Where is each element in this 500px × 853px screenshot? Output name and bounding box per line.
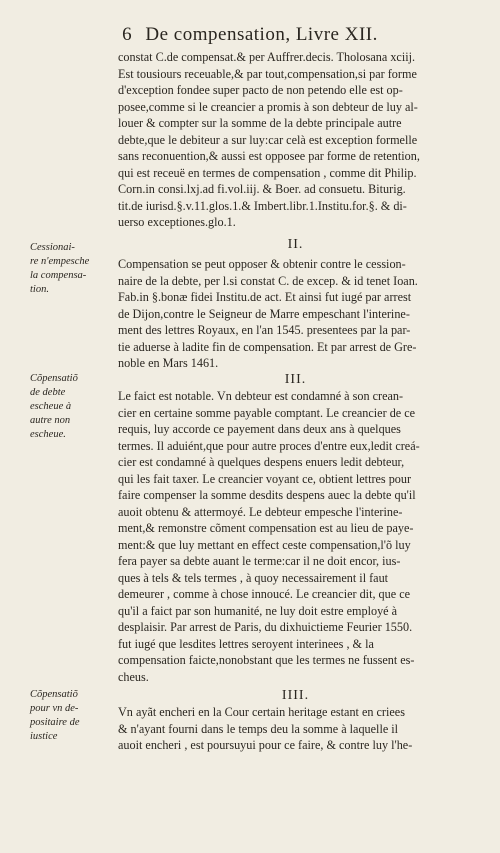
text-line: Fab.in §.bonæ fidei Institu.de act. Et ainsi fut iugé par arrest [118, 290, 412, 304]
text-line: cheus. [118, 669, 149, 684]
text-line: fera payer sa debte auant le terme:car il ne doit encor, ius- [118, 554, 401, 568]
margin-note-4 [30, 688, 116, 744]
text-line: ment,& remonstre cõment compensation est au lieu de paye- [118, 521, 414, 535]
section-2-body [118, 256, 473, 372]
text-line: & n'ayant fourni dans le temps deu la somme à laquelle il [118, 721, 399, 736]
section-heading-3: III. [284, 372, 307, 387]
text-line: cier est condamné à quelques despens enuers ledit debteur, [118, 455, 405, 469]
text-line: Compensation se peut opposer & obtenir contre le cession- [118, 257, 406, 271]
page-header [0, 24, 500, 46]
page-number: 6 [122, 24, 133, 45]
margin-line: positaire de [30, 717, 80, 728]
text-line: auoit encheri , est poursuyui pour ce faire, & contre luy l'he- [118, 738, 413, 752]
text-line: louer & compter sur la somme de la debte principale autre [118, 116, 402, 130]
text-line: compensation faicte,nonobstant que les termes ne fussent es- [118, 653, 415, 667]
text-line: ment:& que luy mettant en effect ceste compensation,l'õ luy [118, 537, 411, 552]
text-line: d'exception fondee super pacto de non petendo elle est op- [118, 83, 403, 97]
text-line: qui les fait taxer. Le creancier voyant ce, obtient lettres pour [118, 471, 412, 486]
margin-line: re n'empesche [30, 256, 90, 267]
text-line: fut iugé que lesdites lettres seroyent interinees , & la [118, 636, 374, 651]
text-line: constat C.de compensat.& per Auffrer.decis. Tholosana xciij. [118, 50, 416, 64]
running-title: De compensation, Livre XII. [145, 24, 378, 45]
text-line: faire compenser la somme desdits despens auec la debte qu'il [118, 488, 416, 502]
text-line: Corn.in consi.lxj.ad fi.vol.iij. & Boer. ad consuetu. Biturig. [118, 182, 406, 196]
text-line: desplaisir. Par arrest de Paris, du dixhuictieme Feurier 1550. [118, 620, 413, 634]
margin-line: Cõpensatiõ [30, 689, 78, 700]
text-line: qu'il a faict par son humanité, ne luy doit estre employé à [118, 603, 398, 618]
text-line: Le faict est notable. Vn debteur est condamné à son crean- [118, 389, 404, 403]
text-line: uerso exceptiones.glo.1. [118, 215, 236, 229]
text-line: termes. Il aduiént,que pour autre proces d'entre eux,ledit creá- [118, 438, 420, 453]
margin-line: la compensa- [30, 270, 87, 281]
margin-line: tion. [30, 284, 49, 295]
text-line: debte,que le debiteur a sur luy:car celà est exception formelle [118, 132, 418, 147]
margin-line: escheue. [30, 429, 66, 440]
text-line: sans reconuention,& aussi est opposee par forme de retention, [118, 149, 420, 163]
margin-line: iustice [30, 731, 58, 742]
section-3-body [118, 388, 473, 685]
section-heading-4: IIII. [281, 688, 310, 703]
margin-note-3 [30, 372, 116, 442]
margin-line: Cõpensatiõ [30, 373, 78, 384]
margin-note-2 [30, 241, 116, 297]
text-line: tie aduerse à ladite fin de compensation. Et par arrest de Gre- [118, 339, 417, 354]
text-line: demeurer , comme à chose innoucé. Le creancier dit, que ce [118, 587, 411, 601]
margin-line: autre non [30, 415, 71, 426]
paragraph-continuation [118, 49, 473, 231]
text-line: cier en certaine somme payable comptant. Le creancier de ce [118, 405, 416, 420]
text-line: de Dijon,contre le Seigneur de Marre empeschant l'interine- [118, 306, 410, 321]
margin-line: pour vn de- [30, 703, 79, 714]
text-line: ment des lettres Royaux, en l'an 1545. presentees par la par- [118, 323, 411, 337]
text-line: posee,comme si le creancier a promis à son debteur de luy al- [118, 99, 418, 114]
margin-line: de debte [30, 387, 66, 398]
text-line: requis, luy accorde ce payement dans deux ans à quelques [118, 422, 401, 436]
text-line: noble en Mars 1461. [118, 356, 219, 370]
text-line: ques à tels & tels termes , à quoy necessairement il faut [118, 570, 389, 585]
text-line: tit.de iurisd.§.v.11.glos.1.& Imbert.libr.1.Institu.for.§. & di- [118, 198, 407, 213]
text-line: auoit obtenu & attermoyé. Le debteur empesche l'interine- [118, 504, 403, 519]
section-4-body [118, 704, 473, 754]
margin-line: Cessionai- [30, 242, 75, 253]
text-line: Vn ayãt encheri en la Cour certain heritage estant en criees [118, 705, 405, 719]
section-heading-2: II. [287, 237, 304, 252]
margin-line: escheue à [30, 401, 72, 412]
text-line: Est tousiours receuable,& par tout,compensation,si par forme [118, 66, 417, 81]
text-line: qui est receuë en termes de compensation , comme dit Philip. [118, 165, 417, 180]
text-line: naire de la debte, per l.si constat C. de excep. & id tenet Ioan. [118, 273, 418, 288]
